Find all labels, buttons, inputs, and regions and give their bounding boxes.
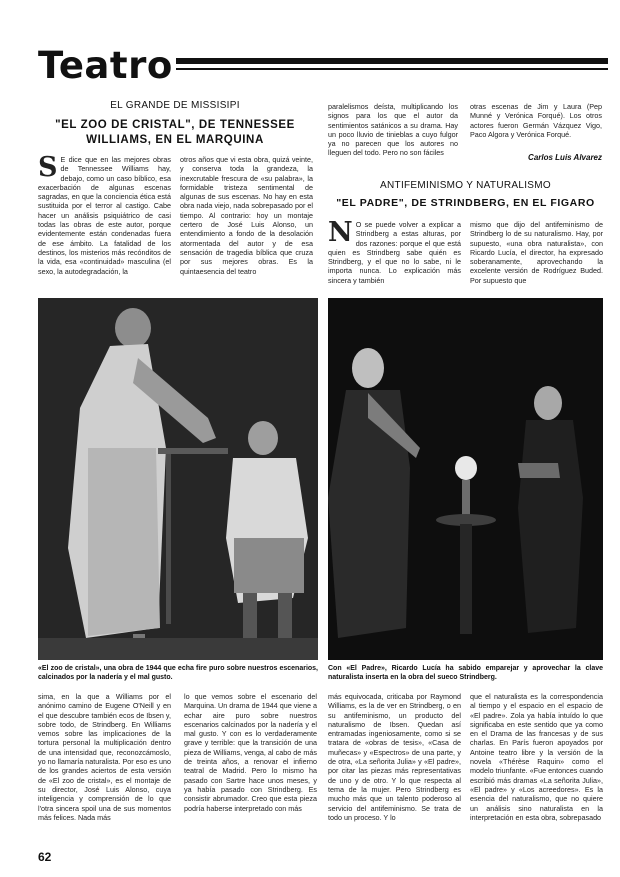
article1-bottom-col1 <box>38 692 171 862</box>
article2-col2 <box>470 220 603 296</box>
header-rule <box>176 58 608 64</box>
article1-byline: Carlos Luis Alvarez <box>528 153 602 162</box>
article2-kicker: ANTIFEMINISMO Y NATURALISMO <box>380 180 551 191</box>
page-number: 62 <box>38 850 52 864</box>
article1-kicker: EL GRANDE DE MISSISIPI <box>110 100 240 111</box>
article1-col3-cont <box>470 102 602 150</box>
article2-dropcap: N <box>328 220 353 248</box>
article2-headline: "EL PADRE", DE STRINDBERG, EN EL FIGARO <box>336 197 595 209</box>
article2-col1 <box>328 220 461 296</box>
header-rule-thin <box>176 68 608 70</box>
article1-bottom-col2 <box>184 692 317 862</box>
article1-col2 <box>180 155 313 293</box>
article1-bottom-col1-text: sima, en la que a Williams por el anónimo camino de Eugene O'Neill y en el que descubre también ecos de Ibsen y, sobre todo, de Strindberg. En Williams vemos sobre las implicaciones de la tortura personal la multiplicación dentro de una intensidad que, reconozcámoslo, yo no llamaría naturalista. Por eso es uno de los grandes aciertos de esta versión de «El zoo de cristal», es el montaje de su director, José Luis Alonso, cuya inteligencia y comprensión de lo que l'otra sincera spoil una de sus momentos más felices. Nada más <box>38 692 171 822</box>
article2-bottom-col2-text: que el naturalista es la correspondencia al tiempo y el espacio en el espacio de «El padre». Zola ya había intuído lo que significaba en este sentido que ya como en el Drama de las francesas y de sus charlas. En París fueron apoyados por Antoine teatro libre y la versión de la novela «Thérèse Raquin» como el modelo triunfante. «Fue entonces cuando escribió más dramas «La señorita Julia», «El padre» y «Los acreedores». Es la esencia del naturalismo, que no quiere un análisis sino naturalista en la interpretación en esta obra, sobrepasado <box>470 692 603 822</box>
article1-col3 <box>328 102 458 160</box>
article2-bottom-col2 <box>470 692 603 862</box>
article2-bottom-col1-text: más equivocada, criticaba por Raymond Williams, es la de ver en Strindberg, o en su antifeminismo, un producto del naturalismo de Ibsen. Quedan así entramadas ingeniosamente, como si se tratara de «obras de tesis», «Casa de muñecas» y «Espectros» de una parte, y de otra, «La señorita Julia» y «El padre», por citar las piezas más representativas de uno y de otro. Y lo que respecta al tema de la mujer. Pero Strindberg es mucho más que un talento poderoso al servicio del antifeminismo. Se trata de todo un proceso. Y lo <box>328 692 461 822</box>
article1-headline: "EL ZOO DE CRISTAL", DE TENNESSEE WILLIAMS, EN EL MARQUINA <box>55 119 295 146</box>
article2-bottom-col1 <box>328 692 461 862</box>
article1-col1 <box>38 155 171 293</box>
article1-caption: «El zoo de cristal», una obra de 1944 que echa fire puro sobre nuestros escenarios, calcinados por la nadería y el mal gusto. <box>38 665 318 681</box>
article1-dropcap: S <box>38 155 58 183</box>
photo-el-padre <box>328 298 603 660</box>
article1-col2-text: otros años que vi esta obra, quizá veinte, y conserva toda la grandeza, la inexcrutable frescura de «su palabra», la formidable tristeza sentimental de algunas de sus escenas. No hay en esta obra nada viejo, nada sobrepasado por el tiempo. Al contrario: hoy un montaje certero de José Luis Alonso, un entendimiento a fondo de la desolación atormentada del autor y de esa sensación de tragedia bíblica que cruza por sus mejores obras. Es la quintaesencia del teatro <box>180 155 313 276</box>
article2-col2-text: mismo que dijo del antifeminismo de Strindberg lo de su naturalismo. Hay, por supuesto, «una obra naturalista», con Ricardo Lucía, el director, ha expresado soberanamente, aprovechando la excelente versión de Rodríguez Buded. Por supuesto que <box>470 220 603 285</box>
article1-col3-cont-text: otras escenas de Jim y Laura (Pep Munné y Verónica Forqué). Los otros actores fueron Germán Vázquez Vigo, Paco Algora y Verónica Forqué. <box>470 102 602 139</box>
section-title: Teatro <box>38 44 173 87</box>
photo-zoo-de-cristal <box>38 298 318 660</box>
article1-bottom-col2-text: lo que vemos sobre el escenario del Marquina. Un drama de 1944 que viene a echar aire puro sobre nuestros escenarios calcinados por la nadería y el mal gusto. Y con es lo verdaderamente grave y terrible: que la transición de una pieza de Williams, venga, al cabo de más de treinta años, a renovar el infierno teatral de Madrid. Pero lo mismo ha pasado con Sartre hace unos meses, y ya había pasado con Strindberg. Es consistir abrumador. Creo que esta pieza podría haberse interpretado con más <box>184 692 317 813</box>
article2-col1-text: O se puede volver a explicar a Strindberg a estas alturas, por dos razones: porque el que está quien es Strindberg sabe quién es Strindberg, y el que no lo sabe, ni le importa nunca. Lo explicación más sincera y también <box>328 220 461 285</box>
article2-caption: Con «El Padre», Ricardo Lucía ha sabido emparejar y aprovechar la clave naturalista inserta en la obra del sueco Strindberg. <box>328 665 603 681</box>
article1-col3-text: paralelismos deísta, multiplicando los signos para los que el autor da sentimientos satánicos a su drama. Hay un poco lluvio de tinieblas a cuyo fulgor ya no parecen que los autores no lleguen del todo. Pero no son fáciles <box>328 102 458 158</box>
article1-col1-text: E dice que en las mejores obras de Tennessee Williams hay, debajo, como un caso bíblico, esa exacerbación de algunas escenas sagradas, en que la conciencia ética está sustituida por el terror al castigo. Cabe hacer un análisis psiquiátrico de casi todas las obras de este autor, porque evidentemente están condenadas fuera de ese ámbito. La fatalidad de los destinos, los misterios más recónditos de la vida, esa «continuidad» masculina (el sexo, la autodegradación, la <box>38 155 171 276</box>
